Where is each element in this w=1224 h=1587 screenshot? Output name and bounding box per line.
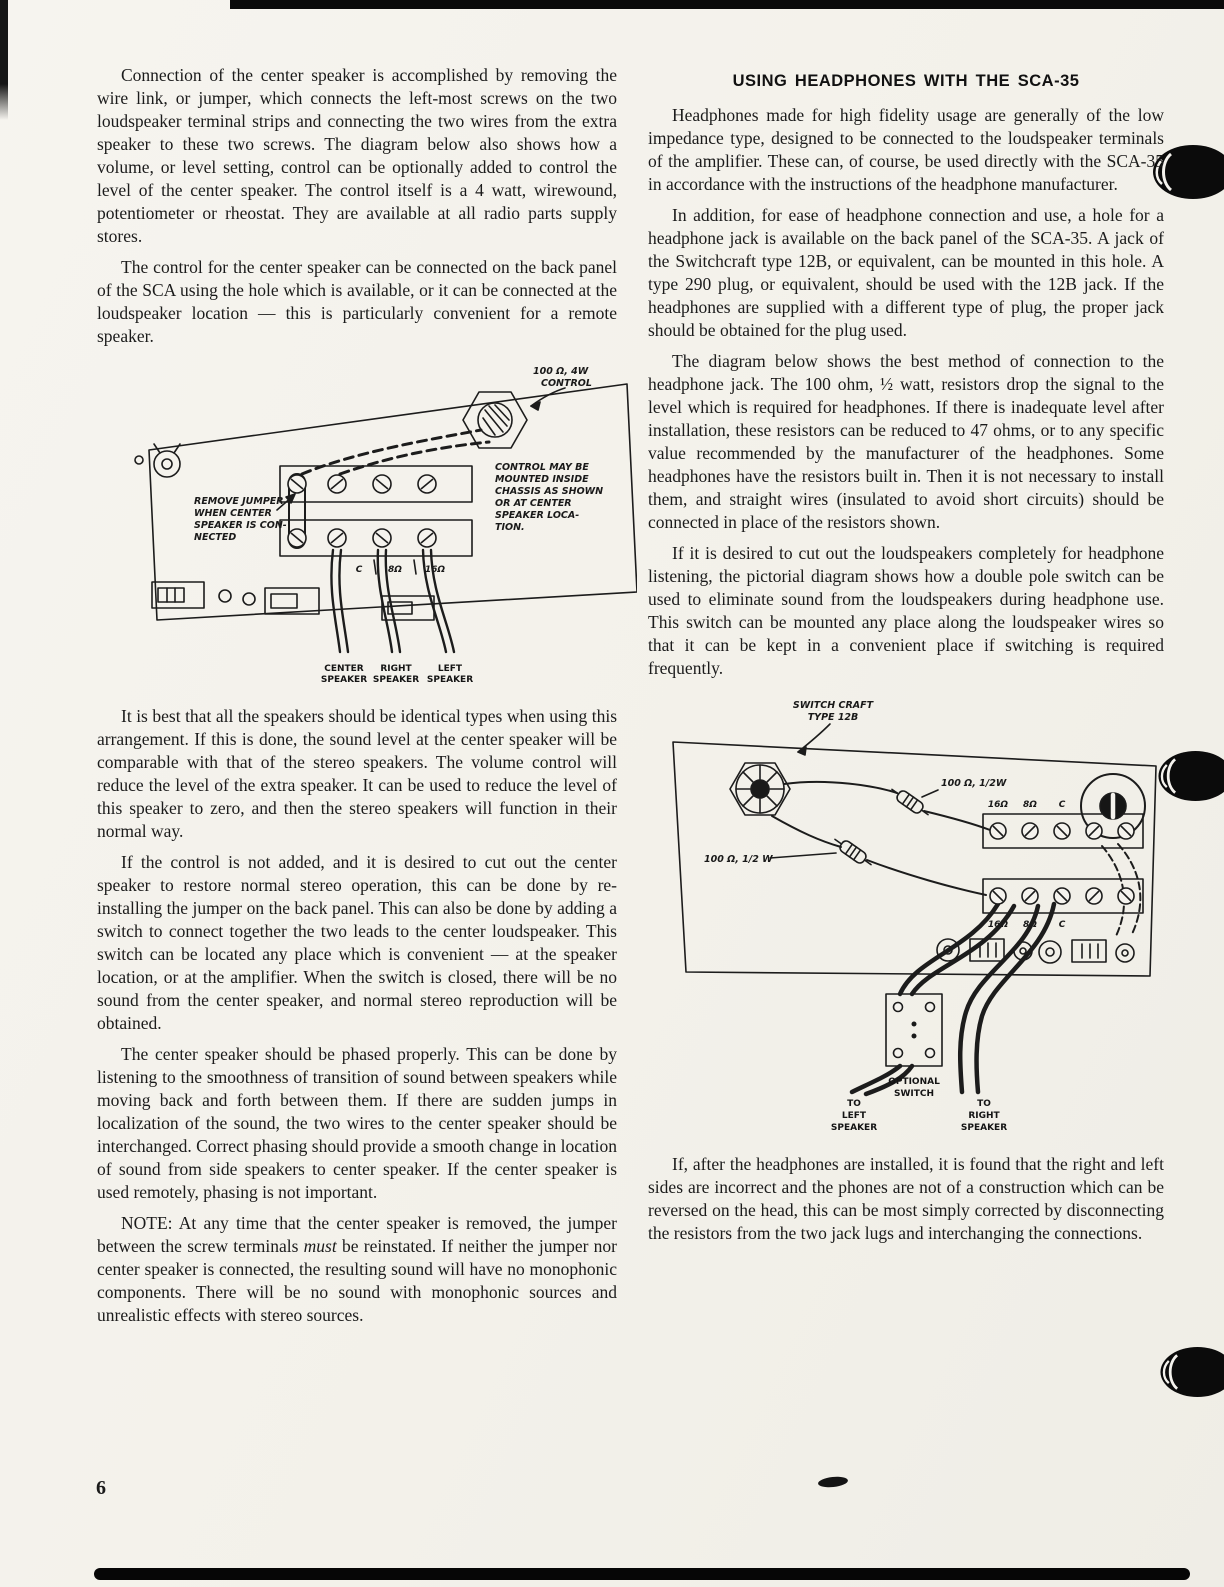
paragraph-double-pole-switch: If it is desired to cut out the loudspeakers completely for headphone listening, the pictorial diagram shows how a double pole switch can be used to eliminate sound from the loudspeakers during headphone use. This switch can be mounted any place along the loudspeaker wires so that it can be kept in a convenient place if switching is required frequently. xyxy=(648,543,1164,678)
to-right-speaker-label: TO xyxy=(977,1099,991,1109)
note-text-2: be reinstated. If neither the jumper nor center speaker is connected, the resulting sound will have no monophonic components. There will be no sound with monophonic sources and unrealistic effects with stereo sources. xyxy=(97,1236,618,1325)
paragraph-reversed-phones: If, after the headphones are installed, it is found that the right and left sides are incorrect and the phones are not of a construction which can be reversed on the head, this can be most simply corrected by disconnecting the resistors from the two jack lugs and interchanging the connections. xyxy=(648,1154,1164,1243)
page-number: 6 xyxy=(96,1477,106,1499)
scan-artifact-left-edge xyxy=(0,0,8,120)
upper-terminal-8ohm: 8Ω xyxy=(1023,800,1037,810)
control-label: 100 Ω, 4W xyxy=(533,366,589,377)
center-speaker-wiring-diagram xyxy=(97,358,637,693)
center-speaker-label-2: SPEAKER xyxy=(320,675,368,685)
left-column xyxy=(97,64,617,1335)
left-speaker-label-2: SPEAKER xyxy=(426,675,474,685)
note-text: NOTE: At any time that the center speaker is removed, the jumper between the screw terminals xyxy=(97,1213,617,1256)
remove-jumper-label-4: NECTED xyxy=(194,532,237,543)
optional-switch-label: OPTIONAL xyxy=(888,1077,940,1087)
headphone-jack-wiring-diagram xyxy=(648,694,1168,1139)
control-note-label-6: TION. xyxy=(495,522,525,533)
lower-terminal-c: C xyxy=(1058,920,1066,930)
lower-terminal-8ohm: 8Ω xyxy=(1023,920,1037,930)
terminal-label-8ohm: 8Ω xyxy=(388,565,402,575)
optional-switch-label-2: SWITCH xyxy=(893,1089,935,1099)
remove-jumper-label: REMOVE JUMPER xyxy=(194,496,284,507)
paragraph-phasing: The center speaker should be phased properly. This can be done by listening to the smoothness of transition of sound between speakers while moving back and forth between them. If there are sudden jumps in localization of the sound, the two wires to the center speaker should be interchanged. Correct phasing should provide a smooth change in location of sound from side speakers to center speaker. If the center speaker is used remotely, phasing is not important. xyxy=(97,1044,618,1202)
control-note-label: CONTROL MAY BE xyxy=(495,462,589,473)
resistor-bottom-label: 100 Ω, 1/2 W xyxy=(704,854,773,865)
to-left-speaker-label: TO xyxy=(847,1099,861,1109)
paragraph-jack-hole: In addition, for ease of headphone connection and use, a hole for a headphone jack is available on the back panel of the SCA-35. A jack of the Switchcraft type 12B, or equivalent, can be mounted in this hole. A type 290 plug, or equivalent, should be used with the 12B jack. If the headphones are supplied with a different type of plug, the proper jack should be obtained for the plug used. xyxy=(648,205,1164,340)
paragraph-restore-stereo: If the control is not added, and it is desired to cut out the center speaker to restore normal stereo operation, this can be done by re-installing the jumper on the back panel. This can also be done by adding a switch to connect together the two leads to the center loudspeaker. This switch can be located any place which is convenient — at the speaker location, or at the amplifier. When the switch is closed, there will be no sound from the center speaker, and normal stereo reproduction will be obtained. xyxy=(97,852,617,1033)
paragraph-identical-speakers: It is best that all the speakers should be identical types when using this arrangement. If this is done, the sound level at the center speaker will be comparable with that of the stereo speakers. The volume control will reduce the level of the extra speaker. It can be used to reduce the level of this speaker to zero, and then the stereo speakers will function in their normal way. xyxy=(97,706,617,841)
paragraph-resistors: The diagram below shows the best method of connection to the headphone jack. The 100 ohm, ½ watt, resistors drop the signal to the level which is required for headphones. If there is inadequate level after installation, these resistors can be reduced to 47 ohms, or to any specific value recommended by the manufacturer of the headphones. Some headphones have the resistors built in. Then it is not necessary to install them, and straight wires (insulated to avoid short circuits) should be connected in place of the resistors shown. xyxy=(648,351,1164,532)
resistor-top-label: 100 Ω, 1/2W xyxy=(941,778,1007,789)
upper-terminal-c: C xyxy=(1058,800,1066,810)
to-left-speaker-label-3: SPEAKER xyxy=(830,1123,878,1133)
control-note-label-4: OR AT CENTER xyxy=(495,498,572,509)
control-note-label-5: SPEAKER LOCA- xyxy=(495,510,580,521)
paragraph-control-location: The control for the center speaker can be connected on the back panel of the SCA using the hole which is available, or it can be connected at the loudspeaker location — this is particularly convenient for a remote speaker. xyxy=(97,257,617,346)
note-paragraph xyxy=(97,1212,617,1327)
scan-artifact-blob xyxy=(1154,1346,1224,1398)
right-speaker-label: RIGHT xyxy=(380,664,412,674)
scan-artifact-top-bar xyxy=(230,0,1224,9)
control-note-label-2: MOUNTED INSIDE xyxy=(495,474,589,485)
to-left-speaker-label-2: LEFT xyxy=(841,1111,867,1121)
remove-jumper-label-3: SPEAKER IS CON- xyxy=(194,520,287,531)
control-note-label-3: CHASSIS AS SHOWN xyxy=(495,486,604,497)
terminal-label-c: C xyxy=(355,565,363,575)
control-label-2: CONTROL xyxy=(541,378,592,389)
upper-terminal-16ohm: 16Ω xyxy=(987,800,1009,810)
to-right-speaker-label-2: RIGHT xyxy=(968,1111,1000,1121)
jack-label-2: TYPE 12B xyxy=(807,712,859,723)
to-right-speaker-label-3: SPEAKER xyxy=(960,1123,1008,1133)
right-column xyxy=(648,72,1164,1253)
right-speaker-label-2: SPEAKER xyxy=(372,675,420,685)
paragraph-center-speaker-connection: Connection of the center speaker is accomplished by removing the wire link, or jumper, which connects the left-most screws on the two loudspeaker terminal strips and connecting the two wires from the extra speaker to these two screws. The diagram below also shows how a volume, or level setting, control can be optionally added to control the level of the center speaker. The control itself is a 4 watt, wirewound, potentiometer or rheostat. They are available at all radio parts supply stores. xyxy=(97,65,617,246)
left-speaker-label: LEFT xyxy=(437,664,463,674)
scan-artifact-smudge xyxy=(818,1475,849,1488)
center-speaker-label: CENTER xyxy=(324,664,364,674)
terminal-label-16ohm: 16Ω xyxy=(424,565,446,575)
remove-jumper-label-2: WHEN CENTER xyxy=(194,508,272,519)
paragraph-headphones-intro: Headphones made for high fidelity usage are generally of the low impedance type, designed to be connected to the loudspeaker terminals of the amplifier. These can, of course, be used directly with the SCA-35 in accordance with the instructions of the headphone manufacturer. xyxy=(648,105,1164,194)
scan-artifact-bottom-bar xyxy=(94,1568,1190,1580)
jack-label: SWITCH CRAFT xyxy=(792,700,874,711)
note-emphasis: must xyxy=(303,1236,337,1256)
section-heading: USING HEADPHONES WITH THE SCA-35 xyxy=(732,72,1080,90)
lower-terminal-16ohm: 16Ω xyxy=(987,920,1009,930)
